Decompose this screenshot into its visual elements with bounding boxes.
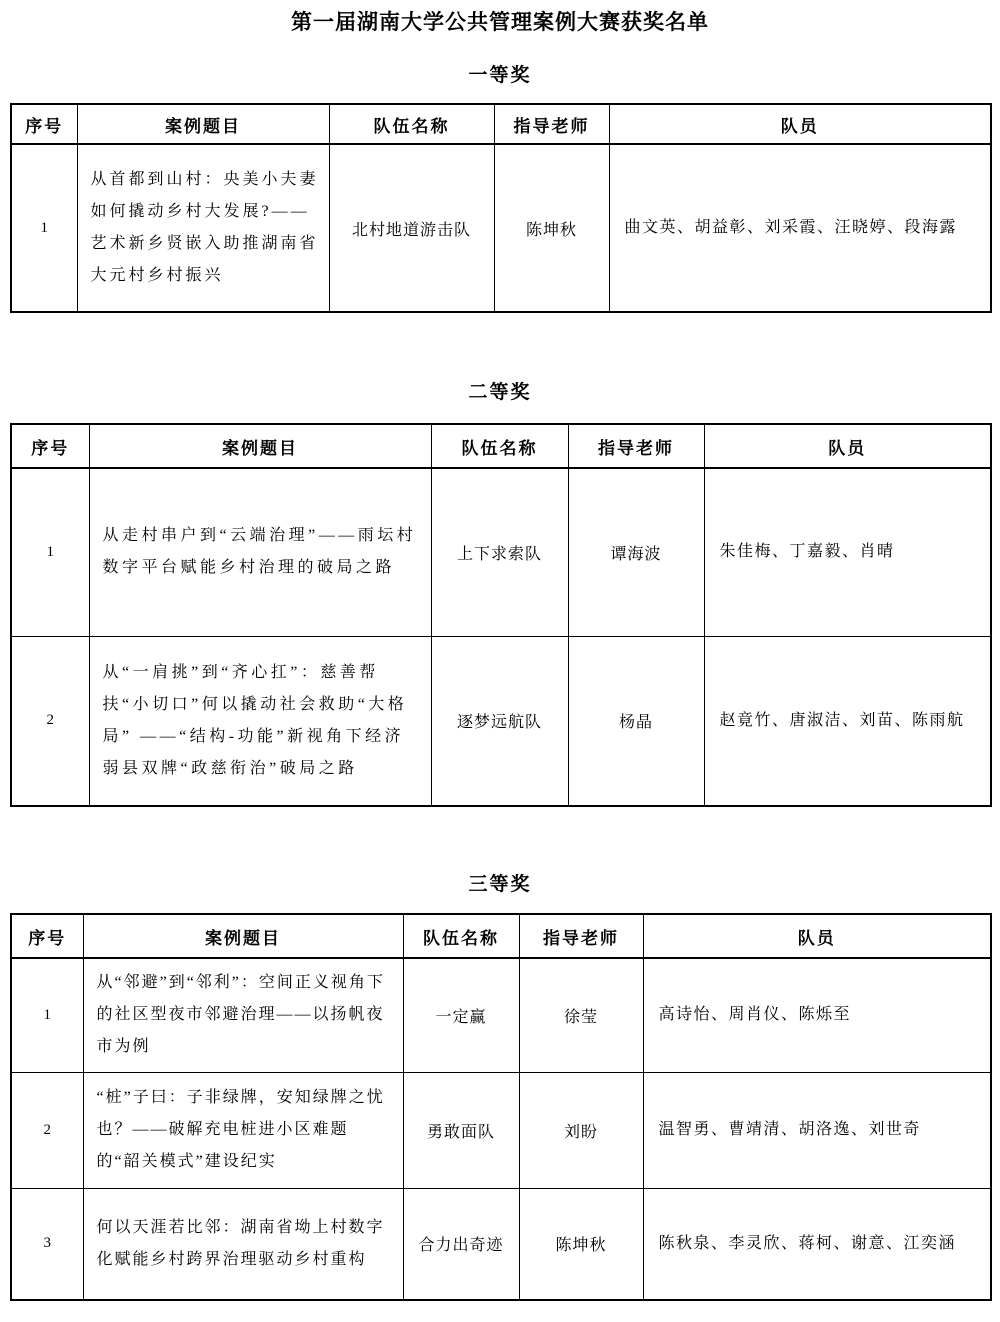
cell-advisor: 杨晶: [568, 636, 704, 806]
cell-advisor: 刘盼: [519, 1072, 643, 1188]
col-header-advisor: 指导老师: [568, 424, 704, 468]
second-prize-table: [10, 423, 992, 807]
cell-index: 1: [11, 958, 83, 1072]
col-header-members: 队员: [609, 104, 991, 144]
col-header-index: 序号: [11, 424, 89, 468]
col-header-case-title: 案例题目: [77, 104, 329, 144]
col-header-advisor: 指导老师: [519, 914, 643, 958]
cell-team-name: 合力出奇迹: [403, 1188, 519, 1300]
col-header-case-title: 案例题目: [89, 424, 431, 468]
section-heading-third-prize: 三等奖: [468, 874, 532, 895]
cell-case-title: 从“邻避”到“邻利”：空间正义视角下的社区型夜市邻避治理——以扬帆夜市为例: [83, 958, 403, 1072]
table-row: [11, 468, 991, 636]
page-title: 第一届湖南大学公共管理案例大赛获奖名单: [291, 11, 709, 34]
col-header-advisor: 指导老师: [494, 104, 609, 144]
table-header-row: [11, 424, 991, 468]
col-header-team-name: 队伍名称: [403, 914, 519, 958]
cell-index: 2: [11, 1072, 83, 1188]
cell-case-title: 从走村串户到“云端治理”——雨坛村数字平台赋能乡村治理的破局之路: [89, 468, 431, 636]
first-prize-table: [10, 103, 992, 313]
col-header-members: 队员: [704, 424, 991, 468]
table-row: [11, 1188, 991, 1300]
cell-index: 1: [11, 468, 89, 636]
cell-team-name: 上下求索队: [431, 468, 568, 636]
cell-case-title: 何以天涯若比邻：湖南省坳上村数字化赋能乡村跨界治理驱动乡村重构: [83, 1188, 403, 1300]
cell-index: 2: [11, 636, 89, 806]
cell-index: 1: [11, 144, 77, 312]
cell-advisor: 谭海波: [568, 468, 704, 636]
cell-advisor: 徐莹: [519, 958, 643, 1072]
cell-advisor: 陈坤秋: [519, 1188, 643, 1300]
third-prize-table: [10, 913, 992, 1301]
section-heading-second-prize: 二等奖: [468, 382, 532, 403]
cell-team-name: 北村地道游击队: [329, 144, 494, 312]
table-header-row: [11, 104, 991, 144]
table-header-row: [11, 914, 991, 958]
cell-members: 温智勇、曹靖清、胡洛逸、刘世奇: [643, 1072, 991, 1188]
col-header-case-title: 案例题目: [83, 914, 403, 958]
cell-members: 朱佳梅、丁嘉毅、肖晴: [704, 468, 991, 636]
table-row: [11, 636, 991, 806]
cell-index: 3: [11, 1188, 83, 1300]
cell-team-name: 逐梦远航队: [431, 636, 568, 806]
section-heading-first-prize: 一等奖: [468, 65, 532, 86]
table-row: [11, 144, 991, 312]
col-header-members: 队员: [643, 914, 991, 958]
cell-case-title: “桩”子曰：子非绿牌，安知绿牌之忧也？——破解充电桩进小区难题的“韶关模式”建设纪实: [83, 1072, 403, 1188]
col-header-team-name: 队伍名称: [431, 424, 568, 468]
table-row: [11, 1072, 991, 1188]
cell-team-name: 勇敢面队: [403, 1072, 519, 1188]
col-header-index: 序号: [11, 914, 83, 958]
table-row: [11, 958, 991, 1072]
cell-advisor: 陈坤秋: [494, 144, 609, 312]
col-header-team-name: 队伍名称: [329, 104, 494, 144]
cell-members: 赵竟竹、唐淑洁、刘苗、陈雨航: [704, 636, 991, 806]
cell-case-title: 从首都到山村：央美小夫妻如何撬动乡村大发展?——艺术新乡贤嵌入助推湖南省大元村乡村振兴: [77, 144, 329, 312]
col-header-index: 序号: [11, 104, 77, 144]
cell-members: 曲文英、胡益彰、刘采霞、汪晓婷、段海露: [609, 144, 991, 312]
cell-team-name: 一定赢: [403, 958, 519, 1072]
cell-members: 高诗怡、周肖仪、陈烁至: [643, 958, 991, 1072]
cell-members: 陈秋泉、李灵欣、蒋柯、谢意、江奕涵: [643, 1188, 991, 1300]
cell-case-title: 从“一肩挑”到“齐心扛”：慈善帮扶“小切口”何以撬动社会救助“大格局” ——“结构-功能”新视角下经济弱县双牌“政慈衔治”破局之路: [89, 636, 431, 806]
